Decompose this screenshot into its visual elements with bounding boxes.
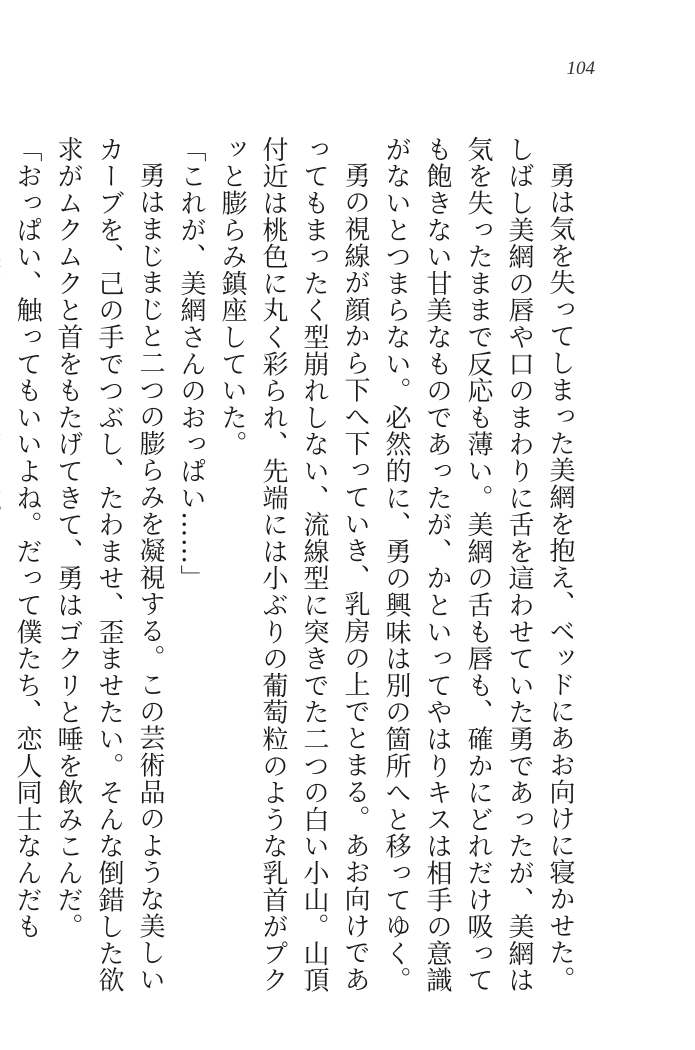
paragraph: 勇の視線が顔から下へ下っていき、乳房の上でとまる。あお向けであってもまったく型崩れしない、流線型に突きでた二つの白い小山。山頂付近は桃色に丸く彩られ、先端には小ぶりの葡萄粒のような乳首がプクッと膨らみ鎮座していた。 <box>217 136 370 994</box>
paragraph: 勇は気を失ってしまった美網を抱え、ベッドにあお向けに寝かせた。しばし美網の唇や口のまわりに舌を這わせていた勇であったが、美網は気を失ったままで反応も薄い。美網の舌も唇も、確かにどれだけ吸っても飽きない甘美なものであったが、かといってやはりキスは相手の意識がないとつまらない。必然的に、勇の興味は別の箇所へと移ってゆく。 <box>381 136 575 994</box>
page-number: 104 <box>566 58 595 79</box>
body-text <box>12 136 580 1016</box>
dialogue-line: 「おっぱい、触ってもいいよね。だって僕たち、恋人同士なんだも <box>12 136 42 940</box>
paragraph: 勇はまじまじと二つの膨らみを凝視する。この芸術品のような美しいカーブを、己の手でつぶし、たわませ、歪ませたい。そんな倒錯した欲求がムクムクと首をもたげてきて、勇はゴクリと唾を飲みこんだ。 <box>53 136 165 994</box>
dialogue-line: 「これが、美網さんのおっぱい……」 <box>176 136 206 592</box>
